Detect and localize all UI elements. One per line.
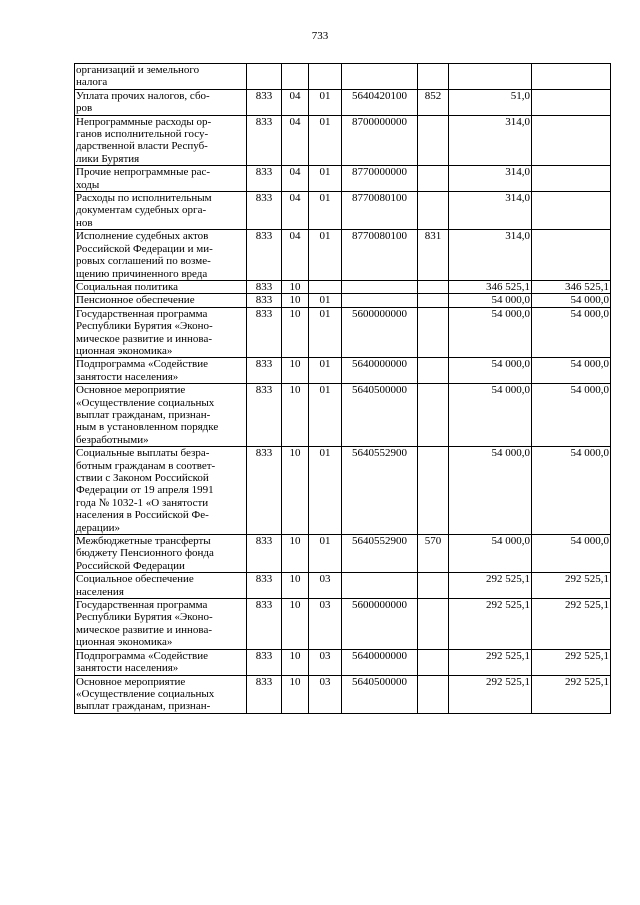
pr-code-cell: 01	[309, 192, 342, 230]
amount-approved-cell: 54 000,0	[532, 294, 611, 307]
amount-cell: 314,0	[449, 230, 532, 281]
gr-code-cell: 833	[247, 166, 282, 192]
gr-code-cell: 833	[247, 358, 282, 384]
pr-code-cell: 01	[309, 535, 342, 573]
pr-code-cell: 03	[309, 573, 342, 599]
gr-code-cell: 833	[247, 384, 282, 447]
row-name-cell: Подпрограмма «Содействие занятости населения»	[75, 649, 247, 675]
csr-code-cell: 8770080100	[342, 192, 418, 230]
row-name-cell: Основное мероприятие «Осуществление социальных выплат гражданам, признан-	[75, 675, 247, 713]
csr-code-cell: 5600000000	[342, 307, 418, 358]
vr-code-cell	[418, 115, 449, 166]
gr-code-cell: 833	[247, 447, 282, 535]
csr-code-cell: 5640500000	[342, 675, 418, 713]
pr-code-cell: 03	[309, 649, 342, 675]
vr-code-cell	[418, 649, 449, 675]
table-row	[75, 192, 611, 230]
rz-code-cell: 10	[282, 573, 309, 599]
gr-code-cell: 833	[247, 675, 282, 713]
vr-code-cell: 570	[418, 535, 449, 573]
amount-cell: 346 525,1	[449, 280, 532, 293]
gr-code-cell: 833	[247, 115, 282, 166]
vr-code-cell: 852	[418, 89, 449, 115]
table-row	[75, 166, 611, 192]
amount-approved-cell: 292 525,1	[532, 599, 611, 650]
page-number: 733	[311, 30, 329, 42]
pr-code-cell	[309, 64, 342, 90]
table-row	[75, 358, 611, 384]
table-row	[75, 280, 611, 293]
amount-cell: 314,0	[449, 166, 532, 192]
row-name-cell: Межбюджетные трансферты бюджету Пенсионного фонда Российской Федерации	[75, 535, 247, 573]
rz-code-cell: 04	[282, 192, 309, 230]
row-name-cell: Расходы по исполнительным документам судебных орга- нов	[75, 192, 247, 230]
amount-cell: 292 525,1	[449, 675, 532, 713]
row-name-cell: Уплата прочих налогов, сбо- ров	[75, 89, 247, 115]
rz-code-cell: 04	[282, 230, 309, 281]
csr-code-cell: 5640420100	[342, 89, 418, 115]
rz-code-cell: 10	[282, 358, 309, 384]
amount-approved-cell: 54 000,0	[532, 358, 611, 384]
gr-code-cell: 833	[247, 573, 282, 599]
rz-code-cell: 10	[282, 384, 309, 447]
amount-cell: 314,0	[449, 115, 532, 166]
gr-code-cell: 833	[247, 280, 282, 293]
amount-cell: 51,0	[449, 89, 532, 115]
amount-approved-cell	[532, 166, 611, 192]
gr-code-cell: 833	[247, 599, 282, 650]
vr-code-cell	[418, 447, 449, 535]
vr-code-cell	[418, 192, 449, 230]
row-name-cell: Государственная программа Республики Бурятия «Эконо- мическое развитие и иннова- ционная экономика»	[75, 599, 247, 650]
amount-cell: 292 525,1	[449, 649, 532, 675]
csr-code-cell	[342, 64, 418, 90]
pr-code-cell: 01	[309, 307, 342, 358]
gr-code-cell: 833	[247, 230, 282, 281]
row-name-cell: Государственная программа Республики Бурятия «Эконо- мическое развитие и иннова- ционная экономика»	[75, 307, 247, 358]
table-row	[75, 535, 611, 573]
pr-code-cell: 03	[309, 675, 342, 713]
csr-code-cell: 8770080100	[342, 230, 418, 281]
row-name-cell: Социальное обеспечение населения	[75, 573, 247, 599]
csr-code-cell: 5640552900	[342, 535, 418, 573]
vr-code-cell	[418, 280, 449, 293]
vr-code-cell	[418, 573, 449, 599]
amount-cell	[449, 64, 532, 90]
table-row	[75, 599, 611, 650]
amount-approved-cell	[532, 192, 611, 230]
gr-code-cell: 833	[247, 307, 282, 358]
amount-approved-cell: 54 000,0	[532, 447, 611, 535]
amount-cell: 54 000,0	[449, 384, 532, 447]
amount-approved-cell: 346 525,1	[532, 280, 611, 293]
pr-code-cell: 03	[309, 599, 342, 650]
csr-code-cell: 5640000000	[342, 649, 418, 675]
vr-code-cell	[418, 358, 449, 384]
pr-code-cell: 01	[309, 230, 342, 281]
amount-approved-cell	[532, 115, 611, 166]
rz-code-cell: 10	[282, 535, 309, 573]
rz-code-cell: 10	[282, 280, 309, 293]
row-name-cell: Социальная политика	[75, 280, 247, 293]
amount-cell: 54 000,0	[449, 294, 532, 307]
row-name-cell: Прочие непрограммные рас- ходы	[75, 166, 247, 192]
pr-code-cell: 01	[309, 447, 342, 535]
amount-cell: 314,0	[449, 192, 532, 230]
table-row	[75, 573, 611, 599]
amount-approved-cell: 54 000,0	[532, 535, 611, 573]
amount-approved-cell: 292 525,1	[532, 675, 611, 713]
gr-code-cell: 833	[247, 192, 282, 230]
gr-code-cell	[247, 64, 282, 90]
gr-code-cell: 833	[247, 535, 282, 573]
pr-code-cell: 01	[309, 358, 342, 384]
rz-code-cell: 10	[282, 447, 309, 535]
csr-code-cell: 8700000000	[342, 115, 418, 166]
row-name-cell: Подпрограмма «Содействие занятости населения»	[75, 358, 247, 384]
budget-table	[74, 63, 611, 714]
row-name-cell: Непрограммные расходы ор- ганов исполнительной госу- дарственной власти Респуб- лики Бурятия	[75, 115, 247, 166]
csr-code-cell	[342, 294, 418, 307]
vr-code-cell	[418, 384, 449, 447]
table-row	[75, 675, 611, 713]
table-row	[75, 384, 611, 447]
amount-approved-cell	[532, 89, 611, 115]
amount-approved-cell: 54 000,0	[532, 307, 611, 358]
amount-cell: 54 000,0	[449, 447, 532, 535]
gr-code-cell: 833	[247, 294, 282, 307]
row-name-cell: Исполнение судебных актов Российской Федерации и ми- ровых соглашений по возме- щению причиненного вреда	[75, 230, 247, 281]
table-row	[75, 115, 611, 166]
amount-cell: 54 000,0	[449, 535, 532, 573]
amount-cell: 292 525,1	[449, 573, 532, 599]
csr-code-cell: 5640500000	[342, 384, 418, 447]
gr-code-cell: 833	[247, 89, 282, 115]
rz-code-cell: 10	[282, 307, 309, 358]
table-row	[75, 649, 611, 675]
pr-code-cell: 01	[309, 384, 342, 447]
rz-code-cell: 10	[282, 599, 309, 650]
row-name-cell: Основное мероприятие «Осуществление социальных выплат гражданам, признан- ным в установленном порядке безработными»	[75, 384, 247, 447]
row-name-cell: Пенсионное обеспечение	[75, 294, 247, 307]
csr-code-cell	[342, 280, 418, 293]
pr-code-cell: 01	[309, 166, 342, 192]
csr-code-cell: 8770000000	[342, 166, 418, 192]
vr-code-cell	[418, 294, 449, 307]
rz-code-cell: 04	[282, 166, 309, 192]
csr-code-cell	[342, 573, 418, 599]
amount-approved-cell: 54 000,0	[532, 384, 611, 447]
table-row	[75, 89, 611, 115]
table-body	[75, 64, 611, 714]
amount-approved-cell: 292 525,1	[532, 649, 611, 675]
vr-code-cell	[418, 675, 449, 713]
pr-code-cell: 01	[309, 115, 342, 166]
amount-approved-cell	[532, 230, 611, 281]
row-name-cell: организаций и земельного налога	[75, 64, 247, 90]
csr-code-cell: 5600000000	[342, 599, 418, 650]
gr-code-cell: 833	[247, 649, 282, 675]
amount-approved-cell	[532, 64, 611, 90]
table-row	[75, 294, 611, 307]
csr-code-cell: 5640552900	[342, 447, 418, 535]
pr-code-cell: 01	[309, 294, 342, 307]
amount-cell: 54 000,0	[449, 307, 532, 358]
rz-code-cell: 10	[282, 649, 309, 675]
vr-code-cell	[418, 307, 449, 358]
table-row	[75, 307, 611, 358]
rz-code-cell: 10	[282, 294, 309, 307]
rz-code-cell: 04	[282, 89, 309, 115]
rz-code-cell: 04	[282, 115, 309, 166]
csr-code-cell: 5640000000	[342, 358, 418, 384]
pr-code-cell	[309, 280, 342, 293]
table-row	[75, 64, 611, 90]
amount-cell: 54 000,0	[449, 358, 532, 384]
vr-code-cell	[418, 64, 449, 90]
table-row	[75, 230, 611, 281]
amount-approved-cell: 292 525,1	[532, 573, 611, 599]
vr-code-cell	[418, 599, 449, 650]
vr-code-cell	[418, 166, 449, 192]
row-name-cell: Социальные выплаты безра- ботным гражданам в соответ- ствии с Законом Российской Федерации от 19 апреля 1991 года № 1032-1 «О занятости населения в Российской Фе- дерации»	[75, 447, 247, 535]
vr-code-cell: 831	[418, 230, 449, 281]
pr-code-cell: 01	[309, 89, 342, 115]
rz-code-cell	[282, 64, 309, 90]
amount-cell: 292 525,1	[449, 599, 532, 650]
table-row	[75, 447, 611, 535]
rz-code-cell: 10	[282, 675, 309, 713]
